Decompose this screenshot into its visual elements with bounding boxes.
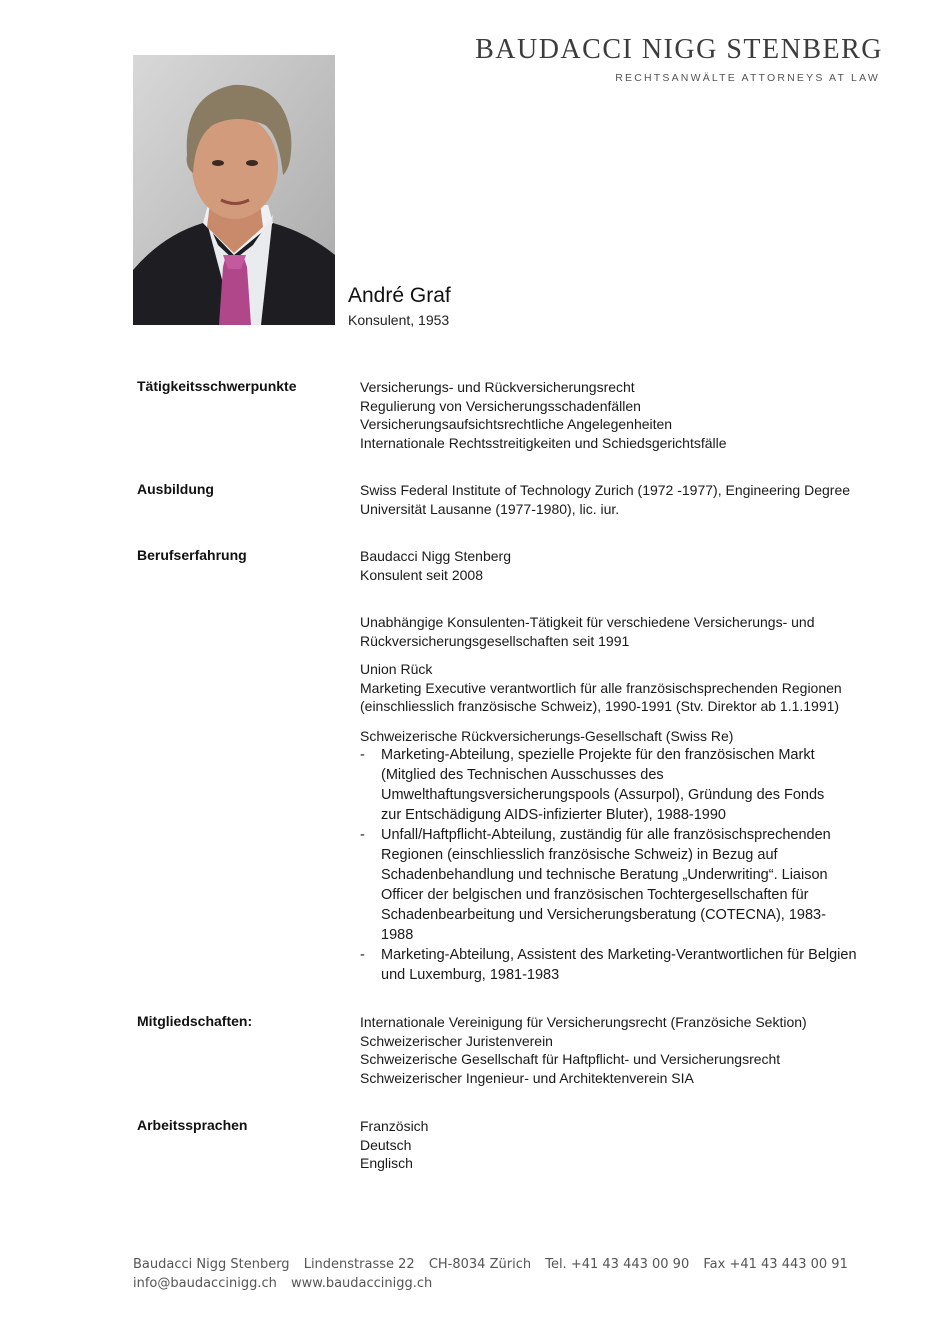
footer-website-link[interactable]: www.baudaccinigg.ch bbox=[290, 1276, 433, 1291]
language-item: Englisch bbox=[360, 1155, 413, 1171]
bullet-line: Officer der belgischen und französischen Tochtergesellschaften für bbox=[381, 887, 809, 903]
membership-item: Internationale Vereinigung für Versicherungsrecht (Französiche Sektion) bbox=[360, 1014, 807, 1030]
bullet-item bbox=[360, 745, 890, 825]
bullet-dash: - bbox=[360, 827, 365, 843]
bullet-dash: - bbox=[360, 947, 365, 963]
experience-entry bbox=[360, 547, 890, 584]
education-list bbox=[360, 481, 890, 518]
experience-line: Union Rück bbox=[360, 661, 433, 677]
experience-line: (einschliesslich französische Schweiz), 1990-1991 (Stv. Direktor ab 1.1.1991) bbox=[360, 698, 840, 714]
focus-item: Versicherungsaufsichtsrechtliche Angelegenheiten bbox=[360, 416, 673, 432]
experience-line: Rückversicherungsgesellschaften seit 1991 bbox=[360, 632, 630, 649]
person-name: André Graf bbox=[348, 284, 451, 307]
portrait-photo bbox=[133, 55, 335, 325]
bullet-line: zur Entschädigung AIDS-infizierter Bluter), 1988-1990 bbox=[381, 807, 726, 823]
firm-tagline: RECHTSANWÄLTE ATTORNEYS AT LAW bbox=[615, 72, 880, 84]
bullet-line: Marketing-Abteilung, spezielle Projekte für den französischen Markt bbox=[381, 747, 815, 763]
footer-fax: Fax +41 43 443 00 91 bbox=[703, 1257, 848, 1272]
footer-contact bbox=[133, 1276, 442, 1291]
language-item: Deutsch bbox=[360, 1136, 412, 1153]
experience-line: Marketing Executive verantwortlich für alle französischsprechenden Regionen bbox=[360, 679, 842, 696]
education-item: Swiss Federal Institute of Technology Zurich (1972 -1977), Engineering Degree bbox=[360, 482, 851, 498]
membership-item: Schweizerischer Ingenieur- und Architektenverein SIA bbox=[360, 1069, 694, 1086]
footer-city: CH-8034 Zürich bbox=[428, 1257, 532, 1272]
bullet-line: Schadenbehandlung und technische Beratung „Underwriting“. Liaison bbox=[381, 867, 828, 883]
bullet-item bbox=[360, 825, 890, 945]
experience-bullets bbox=[360, 745, 890, 985]
section-label-education: Ausbildung bbox=[137, 481, 214, 497]
experience-entry bbox=[360, 660, 890, 716]
bullet-dash: - bbox=[360, 747, 365, 763]
bullet-line: Umwelthaftungsversicherungspools (Assurpol), Gründung des Fonds bbox=[381, 787, 825, 803]
experience-entry-title bbox=[360, 727, 890, 746]
experience-line: Schweizerische Rückversicherungs-Gesellschaft (Swiss Re) bbox=[360, 728, 734, 744]
section-label-experience: Berufserfahrung bbox=[137, 547, 247, 563]
education-item: Universität Lausanne (1977-1980), lic. iur. bbox=[360, 500, 620, 517]
section-label-focus: Tätigkeitsschwerpunkte bbox=[137, 378, 297, 394]
focus-item: Internationale Rechtsstreitigkeiten und Schiedsgerichtsfälle bbox=[360, 434, 727, 451]
bullet-line: Schadenbearbeitung und Versicherungsberatung (COTECNA), 1983- bbox=[381, 907, 826, 923]
bullet-line: 1988 bbox=[381, 927, 414, 943]
person-role: Konsulent, 1953 bbox=[348, 312, 450, 328]
footer-phone: Tel. +41 43 443 00 90 bbox=[545, 1257, 690, 1272]
section-label-languages: Arbeitssprachen bbox=[137, 1117, 248, 1133]
footer-email-link[interactable]: info@baudaccinigg.ch bbox=[133, 1276, 277, 1291]
experience-line: Konsulent seit 2008 bbox=[360, 566, 483, 583]
bullet-line: Regionen (einschliesslich französische Schweiz) in Bezug auf bbox=[381, 847, 778, 863]
focus-list bbox=[360, 378, 890, 452]
language-item: Französich bbox=[360, 1118, 429, 1134]
bullet-line: Marketing-Abteilung, Assistent des Marketing-Verantwortlichen für Belgien bbox=[381, 947, 857, 963]
footer-address bbox=[133, 1257, 858, 1272]
membership-item: Schweizerische Gesellschaft für Haftpflicht- und Versicherungsrecht bbox=[360, 1051, 781, 1067]
experience-line: Baudacci Nigg Stenberg bbox=[360, 548, 511, 564]
membership-item: Schweizerischer Juristenverein bbox=[360, 1032, 553, 1049]
focus-item: Versicherungs- und Rückversicherungsrecht bbox=[360, 379, 635, 395]
experience-line: Unabhängige Konsulenten-Tätigkeit für verschiedene Versicherungs- und bbox=[360, 614, 815, 630]
firm-logo-name: BAUDACCI NIGG STENBERG bbox=[475, 34, 883, 65]
bullet-line: und Luxemburg, 1981-1983 bbox=[381, 967, 560, 983]
bullet-line: (Mitglied des Technischen Ausschusses des bbox=[381, 767, 664, 783]
experience-entry bbox=[360, 613, 890, 650]
membership-list bbox=[360, 1013, 890, 1087]
footer-firm: Baudacci Nigg Stenberg bbox=[133, 1257, 290, 1272]
focus-item: Regulierung von Versicherungsschadenfällen bbox=[360, 397, 641, 414]
language-list bbox=[360, 1117, 890, 1173]
bullet-item bbox=[360, 945, 890, 985]
bullet-line: Unfall/Haftpflicht-Abteilung, zuständig für alle französischsprechenden bbox=[381, 827, 831, 843]
section-label-memberships: Mitgliedschaften: bbox=[137, 1013, 253, 1029]
footer-street: Lindenstrasse 22 bbox=[303, 1257, 415, 1272]
